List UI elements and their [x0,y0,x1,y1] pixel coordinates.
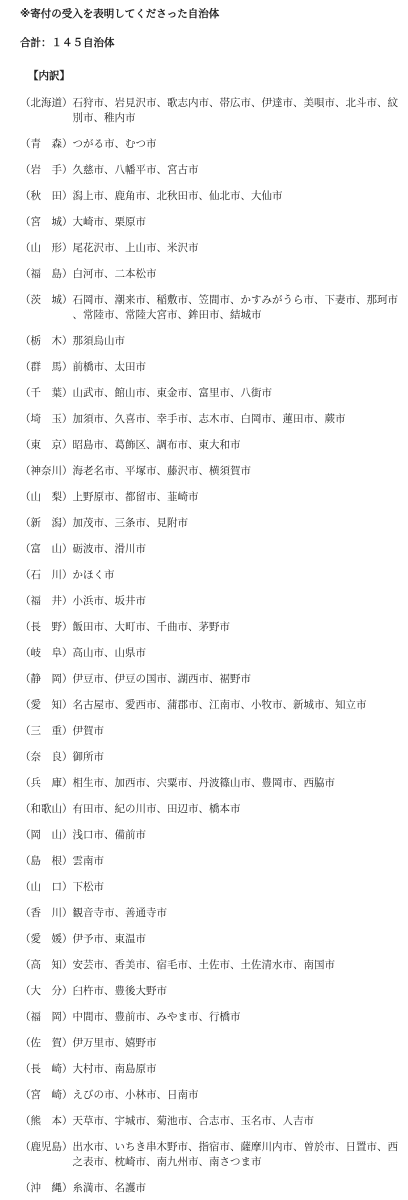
list-item [20,1010,400,1025]
prefecture-label: （茨 城） [20,294,73,306]
prefecture-label: （群 馬） [20,361,73,373]
list-item [20,776,400,791]
list-item [20,360,400,375]
city-names: 臼杵市、豊後大野市 [72,985,167,997]
list-item [20,293,400,323]
city-names: 下松市 [72,881,104,893]
prefecture-label: （宮 城） [20,216,73,228]
list-item [20,1062,400,1077]
prefecture-label: （福 井） [20,595,73,607]
city-names: 那須烏山市 [72,335,125,347]
prefecture-label: （石 川） [20,569,73,581]
city-names: 昭島市、葛飾区、調布市、東大和市 [72,439,241,451]
city-names: 伊予市、東温市 [72,933,146,945]
list-item [20,672,400,687]
list-item [20,698,400,713]
prefecture-label: （福 島） [20,268,73,280]
prefecture-label: （山 口） [20,881,73,893]
list-item [20,267,400,282]
list-item [20,802,400,817]
city-names: 潟上市、鹿角市、北秋田市、仙北市、大仙市 [72,190,283,202]
city-names: 観音寺市、善通寺市 [72,907,167,919]
city-names: 雲南市 [72,855,104,867]
prefecture-label: （長 野） [20,621,73,633]
prefecture-label: （富 山） [20,543,73,555]
city-names: かほく市 [72,569,115,581]
city-names: 糸満市、名護市 [72,1182,146,1194]
list-item [20,464,400,479]
prefecture-label: （高 知） [20,959,73,971]
list-item [20,724,400,739]
list-item [20,412,400,427]
list-item [20,386,400,401]
list-item [20,490,400,505]
prefecture-label: （神奈川） [20,465,73,477]
city-names: 海老名市、平塚市、藤沢市、横須賀市 [72,465,251,477]
prefecture-label: （秋 田） [20,190,73,202]
list-item [20,215,400,230]
city-names: 天草市、宇城市、菊池市、合志市、玉名市、人吉市 [72,1115,314,1127]
prefecture-label: （山 梨） [20,491,73,503]
city-names: 高山市、山県市 [72,647,146,659]
list-item [20,594,400,609]
list-item [20,1088,400,1103]
list-item [20,516,400,531]
prefecture-label: （福 岡） [20,1011,73,1023]
total-count: 合計：１４５自治体 [20,37,115,49]
city-names: 大崎市、栗原市 [72,216,146,228]
prefecture-label: （愛 知） [20,699,73,711]
list-item [20,854,400,869]
prefecture-label: （静 岡） [20,673,73,685]
city-names: 白河市、二本松市 [72,268,157,280]
list-item [20,1181,400,1196]
city-names: 御所市 [72,751,104,763]
prefecture-label: （和歌山） [20,803,73,815]
list-item [20,1114,400,1129]
list-item [20,542,400,557]
city-names: 小浜市、坂井市 [72,595,146,607]
city-names: 安芸市、香美市、宿毛市、土佐市、土佐清水市、南国市 [72,959,335,971]
list-item [20,189,400,204]
prefecture-label: （岩 手） [20,164,73,176]
prefecture-label: （北海道） [20,97,73,109]
list-item [20,906,400,921]
city-names: 伊万里市、嬉野市 [72,1037,157,1049]
prefecture-label: （大 分） [20,985,73,997]
list-item [20,568,400,583]
city-names: 加茂市、三条市、見附市 [72,517,188,529]
prefecture-label: （佐 賀） [20,1037,73,1049]
prefecture-label: （宮 崎） [20,1089,73,1101]
list-item [20,984,400,999]
prefecture-label: （青 森） [20,138,73,150]
prefecture-label: （岐 阜） [20,647,73,659]
prefecture-label: （埼 玉） [20,413,73,425]
city-names: つがる市、むつ市 [72,138,157,150]
list-item [20,958,400,973]
prefecture-label: （三 重） [20,725,73,737]
city-names: 久慈市、八幡平市、宮古市 [72,164,199,176]
city-names: 飯田市、大町市、千曲市、茅野市 [72,621,230,633]
prefecture-label: （奈 良） [20,751,73,763]
prefecture-label: （山 形） [20,242,73,254]
prefecture-label: （東 京） [20,439,73,451]
city-names: 尾花沢市、上山市、米沢市 [72,242,199,254]
list-item [20,438,400,453]
page-title: ※寄付の受入を表明してくださった自治体 [20,8,220,20]
prefecture-label: （新 潟） [20,517,73,529]
prefecture-label: （鹿児島） [20,1141,73,1153]
list-item [20,163,400,178]
prefecture-label: （熊 本） [20,1115,73,1127]
city-names: 中間市、豊前市、みやま市、行橋市 [72,1011,241,1023]
list-item [20,1140,400,1170]
city-names: 相生市、加西市、宍粟市、丹波篠山市、豊岡市、西脇市 [72,777,335,789]
list-item [20,96,400,126]
city-names: 伊豆市、伊豆の国市、湖西市、裾野市 [72,673,251,685]
city-names: 前橋市、太田市 [72,361,146,373]
prefecture-label: （島 根） [20,855,73,867]
city-names: 大村市、南島原市 [72,1063,157,1075]
city-names: 加須市、久喜市、幸手市、志木市、白岡市、蓮田市、蕨市 [72,413,346,425]
city-names: 有田市、紀の川市、田辺市、橋本市 [72,803,241,815]
prefecture-label: （兵 庫） [20,777,73,789]
city-names: 出水市、いちき串木野市、指宿市、薩摩川内市、曽於市、日置市、西之表市、枕崎市、南九州市、南さつま市 [72,1141,398,1168]
prefecture-label: （香 川） [20,907,73,919]
prefecture-label: （栃 木） [20,335,73,347]
city-names: 山武市、館山市、東金市、富里市、八街市 [72,387,272,399]
prefecture-label: （千 葉） [20,387,73,399]
list-item [20,750,400,765]
prefecture-label: （愛 媛） [20,933,73,945]
city-names: 石岡市、潮来市、稲敷市、笠間市、かすみがうら市、下妻市、那珂市、常陸市、常陸大宮市、鉾田市、結城市 [72,294,398,321]
breakdown-heading: 【内訳】 [28,70,70,82]
list-item [20,241,400,256]
list-item [20,828,400,843]
list-item [20,1036,400,1051]
list-item [20,646,400,661]
city-names: 伊賀市 [72,725,104,737]
municipality-list [20,96,400,1196]
prefecture-label: （長 崎） [20,1063,73,1075]
city-names: 名古屋市、愛西市、蒲郡市、江南市、小牧市、新城市、知立市 [72,699,367,711]
city-names: 浅口市、備前市 [72,829,146,841]
list-item [20,932,400,947]
list-item [20,620,400,635]
prefecture-label: （岡 山） [20,829,73,841]
city-names: 砺波市、滑川市 [72,543,146,555]
list-item [20,334,400,349]
list-item [20,880,400,895]
city-names: 上野原市、都留市、韮崎市 [72,491,199,503]
prefecture-label: （沖 縄） [20,1182,73,1194]
city-names: えびの市、小林市、日南市 [72,1089,199,1101]
list-item [20,137,400,152]
city-names: 石狩市、岩見沢市、歌志内市、帯広市、伊達市、美唄市、北斗市、紋別市、稚内市 [72,97,398,124]
